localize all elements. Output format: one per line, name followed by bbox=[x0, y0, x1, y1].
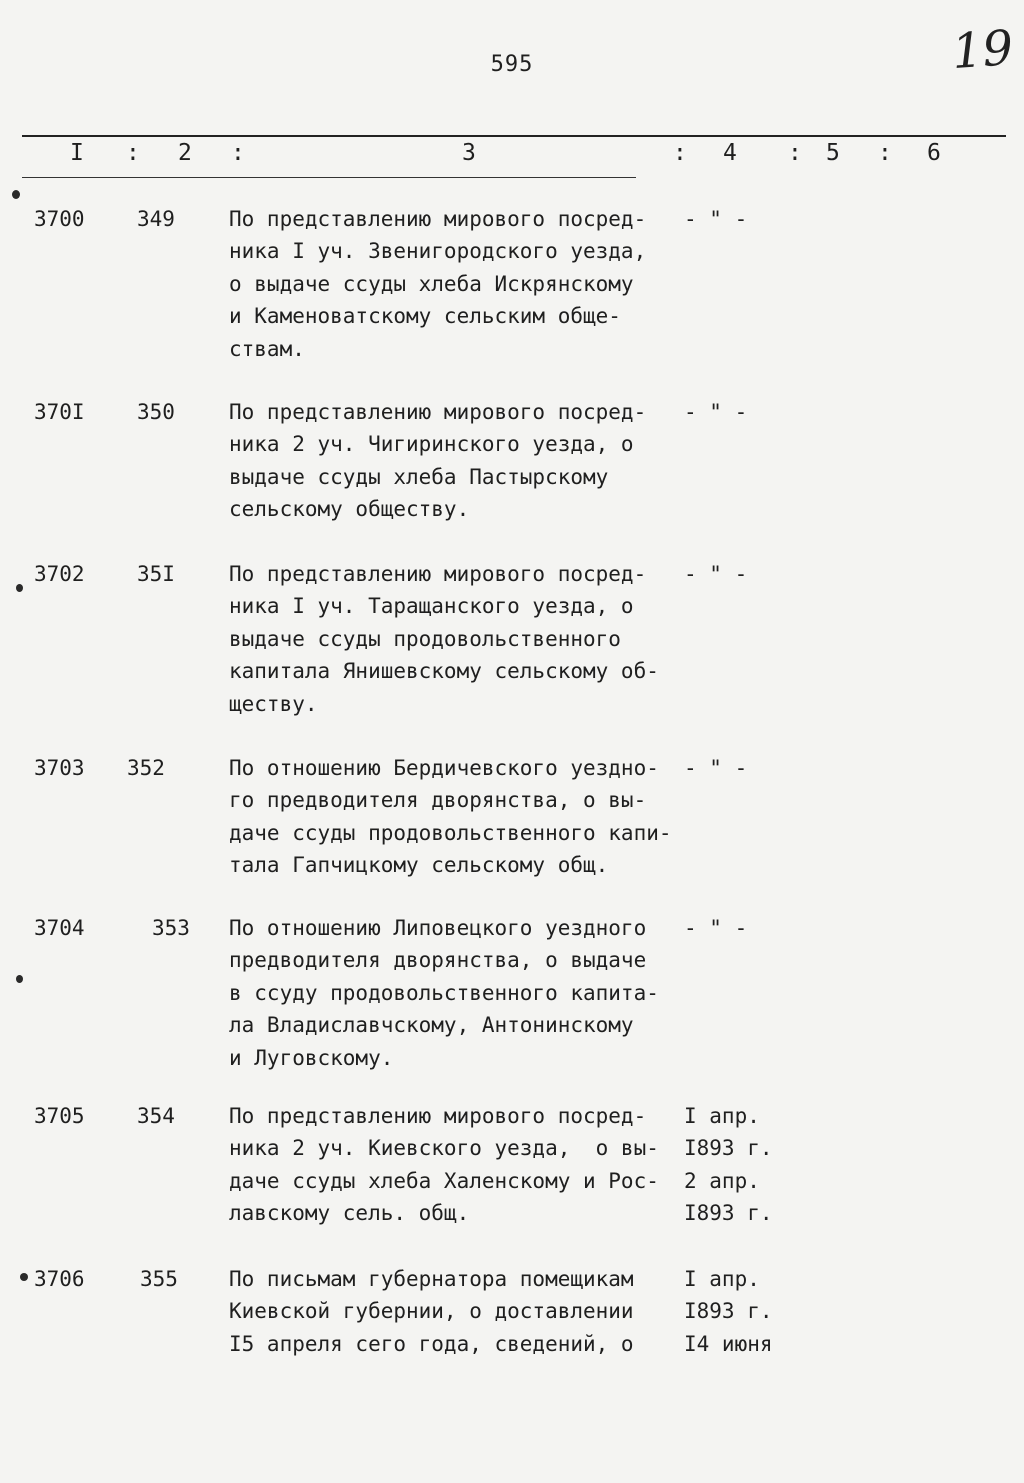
document-number: 353 bbox=[152, 916, 190, 940]
description-line: о выдаче ссуды хлеба Искрянскому bbox=[229, 271, 634, 296]
description-line: Киевской губернии, о доставлении bbox=[229, 1299, 634, 1324]
entry-number: 3706 bbox=[34, 1267, 85, 1291]
document-number: 352 bbox=[127, 756, 165, 780]
entry-number: 3703 bbox=[34, 756, 85, 780]
description-line: ла Владиславчскому, Антонинскому bbox=[229, 1013, 634, 1038]
entry-number: 3702 bbox=[34, 562, 85, 586]
entry-dates bbox=[684, 558, 747, 590]
handwritten-folio: 19 bbox=[950, 19, 1015, 81]
description-line: в ссуду продовольственного капита- bbox=[229, 980, 659, 1005]
document-number: 35I bbox=[137, 562, 175, 586]
entry-dates bbox=[684, 1263, 773, 1360]
description-line: тала Гапчицкому сельскому общ. bbox=[229, 853, 609, 878]
description-line: По представлению мирового посред- bbox=[229, 1104, 647, 1128]
entry-dates bbox=[684, 1100, 773, 1230]
entry-number: 370I bbox=[34, 400, 85, 424]
entry-description bbox=[229, 1100, 689, 1230]
entry-dates bbox=[684, 912, 747, 944]
column-separator: : bbox=[673, 140, 687, 166]
description-line: ника 2 уч. Киевского уезда, о вы- bbox=[229, 1136, 659, 1161]
column-header-3: 3 bbox=[462, 140, 476, 166]
description-line: сельскому обществу. bbox=[229, 497, 470, 522]
entry-description bbox=[229, 752, 689, 882]
description-line: и Луговскому. bbox=[229, 1045, 394, 1070]
date-line: - " - bbox=[684, 400, 748, 424]
description-line: лавскому сель. общ. bbox=[229, 1201, 470, 1226]
document-number: 355 bbox=[140, 1267, 178, 1291]
document-number: 349 bbox=[137, 207, 175, 231]
entry-description bbox=[229, 558, 689, 720]
document-number: 350 bbox=[137, 400, 175, 424]
description-line: го предводителя дворянства, о вы- bbox=[229, 788, 647, 813]
column-header-row bbox=[0, 140, 1024, 172]
column-separator: : bbox=[231, 140, 245, 166]
description-line: ника I уч. Таращанского уезда, о bbox=[229, 594, 634, 619]
description-line: даче ссуды хлеба Халенскому и Рос- bbox=[229, 1168, 659, 1193]
description-line: По представлению мирового посред- bbox=[229, 562, 647, 586]
description-line: предводителя дворянства, о выдаче bbox=[229, 948, 647, 973]
description-line: По отношению Липовецкого уездного bbox=[229, 916, 647, 940]
column-header-2: 2 bbox=[178, 140, 192, 166]
description-line: I5 апреля сего года, сведений, о bbox=[229, 1331, 634, 1356]
description-line: ника I уч. Звенигородского уезда, bbox=[229, 239, 647, 264]
entry-number: 3700 bbox=[34, 207, 85, 231]
entry-description bbox=[229, 203, 689, 365]
document-number: 354 bbox=[137, 1104, 175, 1128]
date-line: I4 июня bbox=[684, 1331, 773, 1356]
entry-description bbox=[229, 396, 689, 526]
description-line: ществу. bbox=[229, 691, 318, 716]
entry-description bbox=[229, 912, 689, 1074]
description-line: и Каменоватскому сельским обще- bbox=[229, 304, 621, 329]
date-line: - " - bbox=[684, 562, 748, 586]
description-line: По представлению мирового посред- bbox=[229, 207, 647, 231]
description-line: ника 2 уч. Чигиринского уезда, о bbox=[229, 432, 634, 457]
ink-speck bbox=[16, 584, 23, 592]
date-line: - " - bbox=[684, 756, 748, 780]
ink-speck bbox=[12, 190, 20, 199]
date-line: I апр. bbox=[684, 1104, 760, 1128]
description-line: капитала Янишевскому сельскому об- bbox=[229, 659, 659, 684]
date-line: - " - bbox=[684, 207, 748, 231]
description-line: По представлению мирового посред- bbox=[229, 400, 647, 424]
header-bottom-rule bbox=[22, 177, 636, 178]
column-separator: : bbox=[788, 140, 802, 166]
entry-description bbox=[229, 1263, 689, 1360]
date-line: - " - bbox=[684, 916, 748, 940]
header-top-rule bbox=[22, 135, 1006, 137]
column-header-1: I bbox=[70, 140, 84, 166]
entry-dates bbox=[684, 752, 747, 784]
column-header-4: 4 bbox=[723, 140, 737, 166]
ink-speck bbox=[20, 1273, 28, 1281]
ink-speck bbox=[16, 975, 23, 983]
date-line: I апр. bbox=[684, 1267, 760, 1291]
column-separator: : bbox=[878, 140, 892, 166]
description-line: выдаче ссуды продовольственного bbox=[229, 626, 621, 651]
date-line: I893 г. bbox=[684, 1201, 773, 1226]
description-line: По письмам губернатора помещикам bbox=[229, 1267, 634, 1291]
description-line: даче ссуды продовольственного капи- bbox=[229, 820, 672, 845]
entry-number: 3704 bbox=[34, 916, 85, 940]
column-header-5: 5 bbox=[826, 140, 840, 166]
column-header-6: 6 bbox=[927, 140, 941, 166]
page-number: 595 bbox=[490, 52, 534, 77]
entry-dates bbox=[684, 203, 747, 235]
date-line: 2 апр. bbox=[684, 1168, 760, 1193]
description-line: выдаче ссуды хлеба Пастырскому bbox=[229, 464, 609, 489]
entry-dates bbox=[684, 396, 747, 428]
column-separator: : bbox=[126, 140, 140, 166]
entry-number: 3705 bbox=[34, 1104, 85, 1128]
date-line: I893 г. bbox=[684, 1299, 773, 1324]
description-line: ствам. bbox=[229, 336, 305, 361]
description-line: По отношению Бердичевского уездно- bbox=[229, 756, 659, 780]
date-line: I893 г. bbox=[684, 1136, 773, 1161]
